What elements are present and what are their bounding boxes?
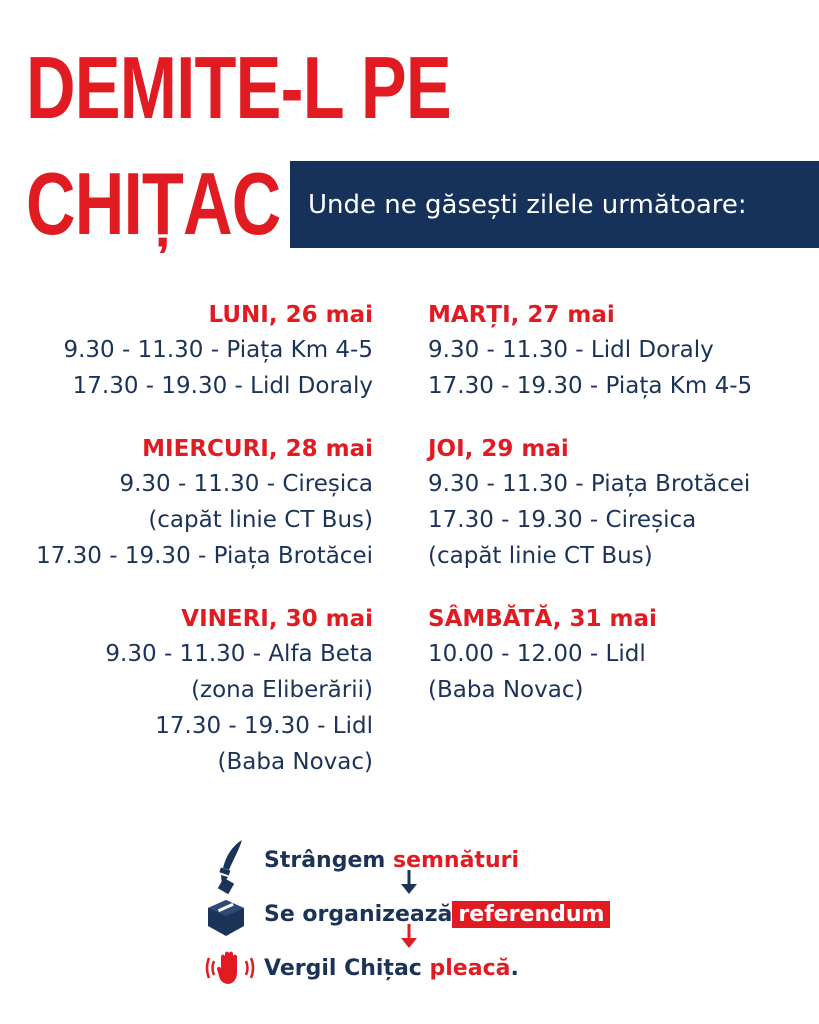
schedule-line: 9.30 - 11.30 - Cireșica (119, 471, 373, 497)
schedule-line: (Baba Novac) (217, 749, 373, 775)
step-highlight: referendum (452, 901, 610, 928)
step-text: Vergil Chițac (264, 956, 422, 981)
ballot-box-icon (204, 878, 248, 940)
day-thursday (428, 432, 752, 574)
day-friday (36, 602, 373, 780)
schedule-line: (capăt linie CT Bus) (428, 543, 653, 569)
headline-line-2: CHIȚAC (26, 154, 281, 253)
schedule-line: (Baba Novac) (428, 677, 584, 703)
schedule-line: 9.30 - 11.30 - Piața Brotăcei (428, 471, 751, 497)
schedule-line: 9.30 - 11.30 - Piața Km 4-5 (63, 337, 373, 363)
day-title: SÂMBĂTĂ, 31 mai (428, 606, 657, 632)
step-collect-signatures (264, 848, 519, 873)
schedule-line: (capăt linie CT Bus) (148, 507, 373, 533)
stop-hand-icon (202, 948, 258, 988)
arrow-down-icon (398, 924, 420, 950)
day-title: JOI, 29 mai (428, 436, 569, 462)
step-referendum (264, 902, 610, 927)
schedule-line: 9.30 - 11.30 - Lidl Doraly (428, 337, 714, 363)
day-title: VINERI, 30 mai (181, 606, 373, 632)
day-title: MARȚI, 27 mai (428, 302, 615, 328)
schedule-line: 17.30 - 19.30 - Lidl (155, 713, 373, 739)
schedule-line: 10.00 - 12.00 - Lidl (428, 641, 646, 667)
schedule-left-column (36, 298, 373, 808)
step-text: Strângem (264, 848, 386, 873)
day-tuesday (428, 298, 752, 404)
step-text: Se organizează (264, 902, 453, 927)
step-chitac-leaves (264, 956, 519, 981)
schedule-line: 17.30 - 19.30 - Cireșica (428, 507, 697, 533)
day-title: LUNI, 26 mai (208, 302, 373, 328)
headline-line-1: DEMITE-L PE (26, 38, 451, 137)
day-wednesday (36, 432, 373, 574)
day-monday (36, 298, 373, 404)
step-highlight: semnături (392, 848, 520, 873)
campaign-steps (200, 838, 720, 998)
day-title: MIERCURI, 28 mai (142, 436, 373, 462)
step-highlight: pleacă (429, 956, 511, 981)
day-saturday (428, 602, 752, 708)
schedule-banner (290, 161, 819, 248)
schedule-right-column (428, 298, 752, 736)
schedule-line: 17.30 - 19.30 - Lidl Doraly (72, 373, 373, 399)
schedule-line: (zona Eliberării) (191, 677, 373, 703)
step-suffix: . (510, 956, 519, 981)
banner-text: Unde ne găsești zilele următoare: (308, 189, 747, 220)
arrow-down-icon (398, 870, 420, 896)
schedule-line: 17.30 - 19.30 - Piața Brotăcei (36, 543, 373, 569)
schedule-line: 9.30 - 11.30 - Alfa Beta (105, 641, 373, 667)
schedule-line: 17.30 - 19.30 - Piața Km 4-5 (428, 373, 753, 399)
